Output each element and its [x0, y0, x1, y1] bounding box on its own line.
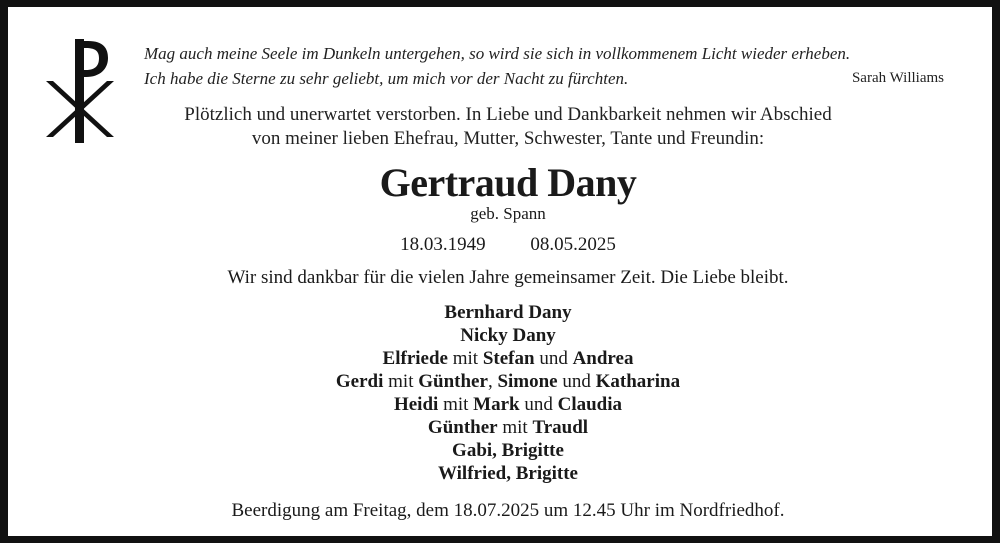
mourner-line: [8, 347, 1000, 370]
mourner-name: Traudl: [532, 417, 589, 438]
mourner-name: Katharina: [595, 371, 681, 392]
mourners-list: [8, 301, 1000, 485]
mourner-name: Heidi: [393, 394, 439, 415]
quote-line-2: Ich habe die Sterne zu sehr geliebt, um mich vor der Nacht zu fürchten.: [144, 69, 629, 88]
mourner-connector: mit: [383, 371, 419, 392]
quote-author: Sarah Williams: [851, 70, 944, 86]
mourner-name: Andrea: [572, 348, 634, 369]
mourner-line: [8, 416, 1000, 439]
intro-line-2: von meiner lieben Ehefrau, Mutter, Schwester, Tante und Freundin:: [251, 128, 765, 149]
mourner-connector: und: [557, 371, 596, 392]
mourner-name: Stefan: [482, 348, 535, 369]
mourner-name: Simone: [497, 371, 558, 392]
mourner-connector: mit: [497, 417, 533, 438]
funeral-notice: Beerdigung am Freitag, dem 18.07.2025 um 12.45 Uhr im Nordfriedhof.: [231, 500, 785, 521]
intro-line-1: Plötzlich und unerwartet verstorben. In Liebe und Dankbarkeit nehmen wir Abschied: [184, 104, 832, 125]
mourner-name: Gabi, Brigitte: [452, 440, 564, 461]
mourner-connector: und: [519, 394, 558, 415]
mourner-name: Günther: [418, 371, 488, 392]
mourner-line: [8, 462, 1000, 485]
mourner-line: [8, 393, 1000, 416]
mourner-connector: mit: [447, 348, 483, 369]
birth-name: geb. Spann: [470, 204, 546, 223]
mourner-name: Claudia: [557, 394, 623, 415]
mourner-connector: und: [534, 348, 573, 369]
quote: [144, 41, 952, 91]
mourner-name: Gerdi: [335, 371, 384, 392]
mourner-connector: mit: [438, 394, 474, 415]
mourner-name: Bernhard Dany: [444, 302, 572, 323]
mourner-name: Elfriede: [382, 348, 448, 369]
mourner-line: [8, 439, 1000, 462]
chi-rho-icon: [38, 39, 120, 143]
mourner-line: [8, 301, 1000, 324]
life-dates: [8, 234, 1000, 256]
mourner-name: Nicky Dany: [460, 325, 556, 346]
intro-text: [138, 103, 878, 151]
thanks-text: Wir sind dankbar für die vielen Jahre gemeinsamer Zeit. Die Liebe bleibt.: [227, 267, 789, 288]
deceased-name: Gertraud Dany: [379, 160, 637, 205]
mourner-name: Günther: [427, 417, 498, 438]
mourner-connector: ,: [487, 371, 498, 392]
mourner-name: Mark: [473, 394, 520, 415]
mourner-name: Wilfried, Brigitte: [437, 463, 578, 484]
death-date: 08.05.2025: [530, 234, 616, 255]
mourner-line: [8, 370, 1000, 393]
birth-date: 18.03.1949: [400, 234, 486, 255]
quote-line-1: Mag auch meine Seele im Dunkeln untergehen, so wird sie sich in vollkommenem Licht wieder erheben.: [144, 44, 851, 63]
mourner-line: [8, 324, 1000, 347]
